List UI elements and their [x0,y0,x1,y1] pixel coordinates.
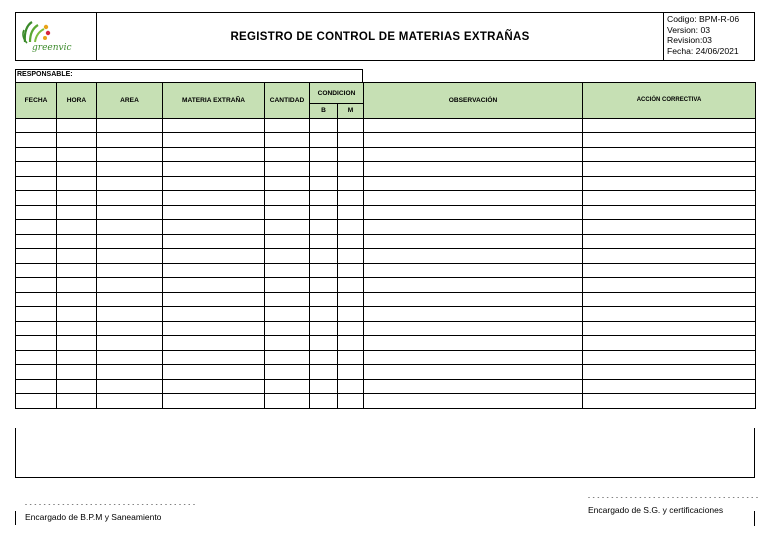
entry-cell[interactable] [265,118,310,133]
entry-cell[interactable] [338,350,364,365]
table-row [16,220,756,235]
table-row [16,292,756,307]
entry-cell[interactable] [57,249,97,264]
entry-cell[interactable] [16,394,57,409]
entry-cell[interactable] [364,278,583,293]
entry-cell[interactable] [97,278,163,293]
entry-cell[interactable] [16,162,57,177]
entry-cell[interactable] [364,118,583,133]
entry-cell[interactable] [163,278,265,293]
entry-cell[interactable] [310,307,338,322]
col-cantidad-header: CANTIDAD [265,83,310,119]
table-row [16,205,756,220]
entry-cell[interactable] [57,263,97,278]
entry-cell[interactable] [163,292,265,307]
entry-cell[interactable] [57,379,97,394]
entry-cell[interactable] [364,350,583,365]
right-signature-line: - - - - - - - - - - - - - - - - - - - - - - - - - - - - - - - - - - - - - [588,495,759,501]
entry-cell[interactable] [265,321,310,336]
entry-cell[interactable] [583,249,756,264]
entry-cell[interactable] [364,249,583,264]
entry-cell[interactable] [338,205,364,220]
control-table [15,82,756,409]
entry-cell[interactable] [265,365,310,380]
left-border-tick [15,511,16,525]
entry-cell[interactable] [310,118,338,133]
entry-cell[interactable] [16,379,57,394]
entry-cell[interactable] [57,191,97,206]
entry-cell[interactable] [583,176,756,191]
col-accion-header: ACCIÓN CORRECTIVA [583,83,756,119]
entry-cell[interactable] [265,191,310,206]
entry-cell[interactable] [583,147,756,162]
entry-cell[interactable] [265,234,310,249]
entry-cell[interactable] [310,162,338,177]
entry-cell[interactable] [57,162,97,177]
meta-codigo: Codigo: BPM-R-06 [667,14,740,24]
entry-cell[interactable] [163,205,265,220]
entry-cell[interactable] [16,191,57,206]
entry-cell[interactable] [163,263,265,278]
entry-cell[interactable] [310,350,338,365]
table-row [16,147,756,162]
entry-cell[interactable] [97,249,163,264]
entry-cell[interactable] [338,162,364,177]
left-signature-line: - - - - - - - - - - - - - - - - - - - - - - - - - - - - - - - - - - - - - [25,502,196,508]
entry-cell[interactable] [97,205,163,220]
entry-cell[interactable] [57,365,97,380]
table-row [16,191,756,206]
responsable-field[interactable] [15,69,363,82]
entry-cell[interactable] [163,336,265,351]
entry-cell[interactable] [57,176,97,191]
entry-cell[interactable] [97,176,163,191]
table-row [16,162,756,177]
entry-cell[interactable] [265,336,310,351]
entry-cell[interactable] [97,191,163,206]
entry-cell[interactable] [583,234,756,249]
entry-cell[interactable] [364,234,583,249]
entry-cell[interactable] [16,147,57,162]
entry-cell[interactable] [163,147,265,162]
table-row [16,249,756,264]
entry-cell[interactable] [338,118,364,133]
entry-cell[interactable] [163,220,265,235]
entry-cell[interactable] [163,365,265,380]
table-row [16,234,756,249]
entry-cell[interactable] [163,394,265,409]
entry-cell[interactable] [364,292,583,307]
entry-cell[interactable] [364,162,583,177]
entry-cell[interactable] [310,292,338,307]
table-row [16,263,756,278]
entry-cell[interactable] [583,118,756,133]
entry-cell[interactable] [583,321,756,336]
entry-cell[interactable] [310,249,338,264]
entry-cell[interactable] [97,307,163,322]
entry-cell[interactable] [97,292,163,307]
entry-cell[interactable] [16,321,57,336]
entry-cell[interactable] [310,220,338,235]
entry-cell[interactable] [16,205,57,220]
entry-cell[interactable] [163,249,265,264]
entry-cell[interactable] [338,191,364,206]
table-row [16,307,756,322]
entry-cell[interactable] [338,147,364,162]
entry-cell[interactable] [310,336,338,351]
entry-cell[interactable] [97,365,163,380]
table-row [16,176,756,191]
entry-cell[interactable] [364,147,583,162]
entry-cell[interactable] [265,249,310,264]
table-row [16,278,756,293]
entry-cell[interactable] [57,278,97,293]
entry-cell[interactable] [163,133,265,148]
table-row [16,336,756,351]
col-fecha-header: FECHA [16,83,57,119]
entry-cell[interactable] [364,336,583,351]
blank-area [15,428,755,478]
entry-cell[interactable] [57,350,97,365]
entry-cell[interactable] [583,365,756,380]
entry-cell[interactable] [265,379,310,394]
entry-cell[interactable] [163,191,265,206]
entry-cell[interactable] [57,147,97,162]
entry-cell[interactable] [583,220,756,235]
right-signature-label: Encargado de S.G. y certificaciones [588,505,724,515]
entry-cell[interactable] [310,133,338,148]
col-condicion-header: CONDICION [310,83,364,104]
entry-cell[interactable] [265,162,310,177]
document-meta [663,12,755,61]
entry-cell[interactable] [310,321,338,336]
entry-cell[interactable] [57,321,97,336]
entry-cell[interactable] [310,278,338,293]
entry-cell[interactable] [57,394,97,409]
entry-cell[interactable] [97,394,163,409]
entry-cell[interactable] [338,365,364,380]
entry-cell[interactable] [338,278,364,293]
entry-cell[interactable] [97,263,163,278]
entry-cell[interactable] [97,234,163,249]
col-area-header: AREA [97,83,163,119]
entry-cell[interactable] [265,176,310,191]
entry-cell[interactable] [16,350,57,365]
entry-cell[interactable] [583,278,756,293]
entry-cell[interactable] [57,234,97,249]
entry-cell[interactable] [16,249,57,264]
entry-cell[interactable] [97,118,163,133]
entry-cell[interactable] [265,307,310,322]
col-hora-header: HORA [57,83,97,119]
right-border-tick [754,511,755,526]
entry-cell[interactable] [57,133,97,148]
responsable-label: RESPONSABLE: [17,71,73,78]
entry-cell[interactable] [310,394,338,409]
entry-cell[interactable] [310,263,338,278]
entry-cell[interactable] [338,220,364,235]
col-materia-header: MATERIA EXTRAÑA [163,83,265,119]
entry-cell[interactable] [583,307,756,322]
entry-cell[interactable] [310,191,338,206]
entry-cell[interactable] [163,321,265,336]
entry-cell[interactable] [364,365,583,380]
entry-cell[interactable] [97,350,163,365]
table-row [16,379,756,394]
entry-cell[interactable] [338,176,364,191]
entry-cell[interactable] [16,133,57,148]
meta-version: Version: 03 [667,24,710,35]
entry-cell[interactable] [583,350,756,365]
entry-cell[interactable] [163,379,265,394]
entry-cell[interactable] [163,162,265,177]
entry-cell[interactable] [57,220,97,235]
entry-cell[interactable] [310,234,338,249]
entry-cell[interactable] [364,191,583,206]
entry-cell[interactable] [16,278,57,293]
entry-cell[interactable] [265,147,310,162]
entry-cell[interactable] [310,205,338,220]
entry-cell[interactable] [364,133,583,148]
entry-cell[interactable] [163,118,265,133]
entry-cell[interactable] [97,220,163,235]
entry-cell[interactable] [364,205,583,220]
entry-cell[interactable] [310,176,338,191]
entry-cell[interactable] [265,292,310,307]
entry-cell[interactable] [338,321,364,336]
entry-cell[interactable] [163,234,265,249]
entry-cell[interactable] [364,321,583,336]
entry-cell[interactable] [265,205,310,220]
entry-cell[interactable] [338,394,364,409]
entry-cell[interactable] [583,205,756,220]
entry-cell[interactable] [338,379,364,394]
meta-revision: Revision:03 [667,35,712,45]
entry-cell[interactable] [265,394,310,409]
entry-cell[interactable] [57,307,97,322]
logo [15,12,97,61]
table-row [16,394,756,409]
entry-cell[interactable] [583,162,756,177]
entry-cell[interactable] [583,292,756,307]
col-m-header: M [338,104,364,119]
entry-cell[interactable] [57,292,97,307]
entry-cell[interactable] [583,191,756,206]
entry-cell[interactable] [16,220,57,235]
entry-cell[interactable] [163,350,265,365]
entry-cell[interactable] [265,278,310,293]
entry-cell[interactable] [16,263,57,278]
entry-cell[interactable] [310,147,338,162]
entry-cell[interactable] [364,176,583,191]
entry-cell[interactable] [16,336,57,351]
col-observacion-header: OBSERVACIÓN [364,83,583,119]
entry-cell[interactable] [338,234,364,249]
left-signature-label: Encargado de B.P.M y Saneamiento [25,512,162,522]
entry-cell[interactable] [97,379,163,394]
entry-cell[interactable] [265,133,310,148]
table-row [16,133,756,148]
entry-cell[interactable] [364,394,583,409]
entry-cell[interactable] [57,336,97,351]
entry-cell[interactable] [16,365,57,380]
entry-cell[interactable] [163,307,265,322]
entry-cell[interactable] [338,336,364,351]
entry-cell[interactable] [97,321,163,336]
entry-cell[interactable] [97,162,163,177]
entry-cell[interactable] [310,379,338,394]
entry-cell[interactable] [338,133,364,148]
entry-cell[interactable] [265,220,310,235]
entry-cell[interactable] [364,220,583,235]
entry-cell[interactable] [16,118,57,133]
entry-cell[interactable] [97,133,163,148]
entry-cell[interactable] [583,336,756,351]
entry-cell[interactable] [310,365,338,380]
entry-cell[interactable] [583,379,756,394]
entry-cell[interactable] [265,350,310,365]
entry-cell[interactable] [57,205,97,220]
col-b-header: B [310,104,338,119]
entry-cell[interactable] [57,118,97,133]
entry-cell[interactable] [16,234,57,249]
entry-cell[interactable] [338,249,364,264]
table-row [16,118,756,133]
logo-text: greenvic [32,43,72,53]
entry-cell[interactable] [97,336,163,351]
entry-cell[interactable] [163,176,265,191]
entry-cell[interactable] [583,263,756,278]
entry-cell[interactable] [97,147,163,162]
entry-cell[interactable] [338,307,364,322]
form-title: REGISTRO DE CONTROL DE MATERIAS EXTRAÑAS [230,30,530,43]
entry-cell[interactable] [364,379,583,394]
entry-cell[interactable] [583,133,756,148]
entry-cell[interactable] [338,292,364,307]
entry-cell[interactable] [364,263,583,278]
table-row [16,321,756,336]
entry-cell[interactable] [16,292,57,307]
entry-cell[interactable] [16,176,57,191]
meta-fecha: Fecha: 24/06/2021 [667,45,739,56]
entry-cell[interactable] [338,263,364,278]
table-row [16,350,756,365]
entry-cell[interactable] [364,307,583,322]
table-row [16,365,756,380]
entry-cell[interactable] [265,263,310,278]
entry-cell[interactable] [583,394,756,409]
entry-cell[interactable] [16,307,57,322]
